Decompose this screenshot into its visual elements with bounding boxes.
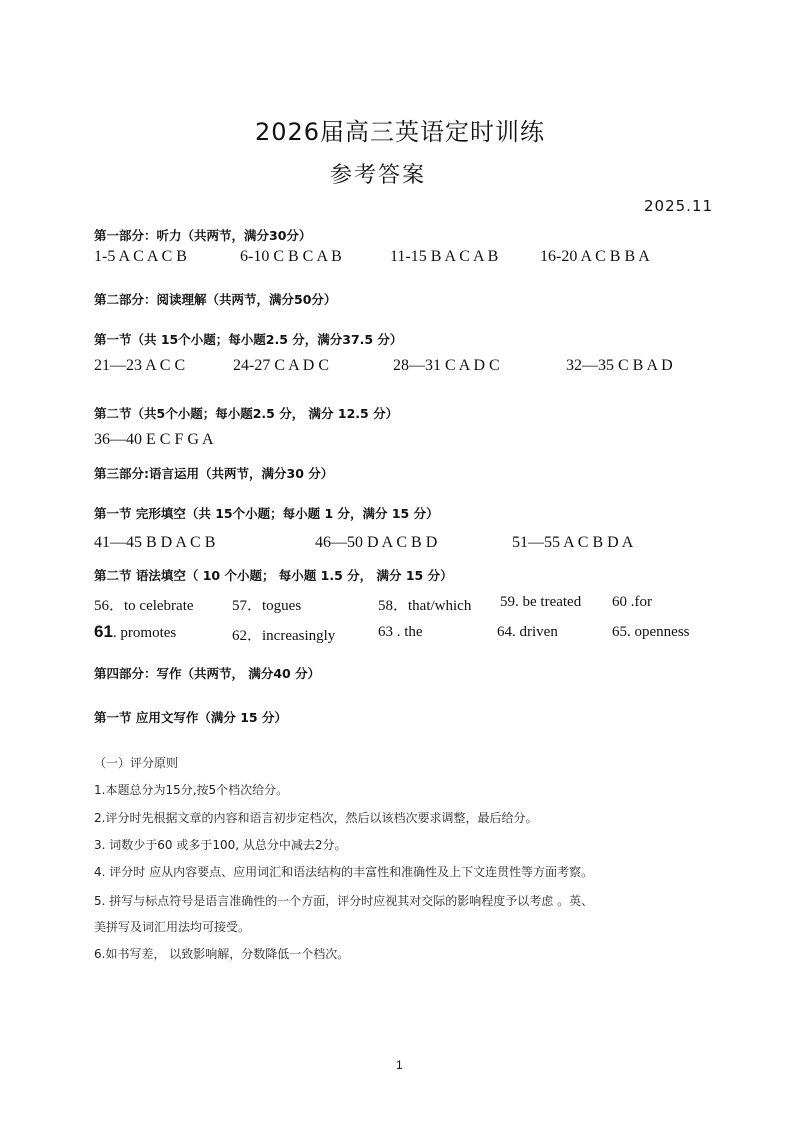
part2-section1-heading: 第一节（共 15个小题；每小题2.5 分，满分37.5 分） (94, 332, 403, 347)
rule-item: 美拼写及词汇用法均可接受。 (94, 920, 251, 934)
grammar-answer: 56．to celebrate (94, 598, 194, 614)
date-label: 2025.11 (644, 197, 714, 215)
part4-heading: 第四部分：写作（共两节， 满分40 分） (94, 666, 321, 681)
part3-section2-heading: 第二节 语法填空（ 10 个小题； 每小题 1.5 分， 满分 15 分） (94, 568, 453, 583)
part4-section1-heading: 第一节 应用文写作（满分 15 分） (94, 710, 287, 725)
answer-group: 36—40 E C F G A (94, 431, 214, 448)
rule-item: 5. 拼写与标点符号是语言准确性的一个方面，评分时应视其对交际的影响程度予以考虑 。英、 (94, 894, 594, 908)
part3-heading: 第三部分:语言运用（共两节，满分30 分） (94, 466, 334, 481)
answer-group: 1-5 A C A C B (94, 248, 187, 265)
answer-group: 11-15 B A C A B (390, 248, 499, 265)
page-subtitle: 参考答案 (329, 163, 426, 188)
grammar-answer: 63 . the (378, 624, 423, 640)
rule-item: 2.评分时先根据文章的内容和语言初步定档次，然后以该档次要求调整，最后给分。 (94, 811, 538, 825)
grammar-answer: 58．that/which (378, 598, 472, 614)
grammar-answer: 59. be treated (500, 594, 582, 610)
answer-group: 21—23 A C C (94, 357, 186, 374)
rules-title: （一）评分原则 (94, 756, 179, 770)
part2-section2-heading: 第二节（共5个小题；每小题2.5 分， 满分 12.5 分） (94, 406, 399, 421)
answer-group: 24-27 C A D C (233, 357, 330, 374)
answer-group: 51—55 A C B D A (512, 534, 634, 551)
rule-item: 1.本题总分为15分,按5个档次给分。 (94, 783, 289, 797)
page-number: 1 (396, 1058, 403, 1072)
grammar-answer: 60 .for (612, 594, 652, 610)
answer-group: 16-20 A C B B A (540, 248, 650, 265)
grammar-answer: 62．increasingly (232, 628, 336, 644)
answer-group: 32—35 C B A D (566, 357, 673, 374)
answer-group: 28—31 C A D C (393, 357, 500, 374)
grammar-number: 61 (94, 622, 113, 641)
grammar-answer: 65. openness (612, 624, 690, 640)
part2-heading: 第二部分：阅读理解（共两节，满分50分） (94, 292, 337, 307)
grammar-answer: 57．togues (232, 598, 302, 614)
grammar-answer: 64. driven (497, 624, 558, 640)
part3-section1-heading: 第一节 完形填空（共 15个小题；每小题 1 分，满分 15 分） (94, 506, 439, 521)
rule-item: 3. 词数少于60 或多于100, 从总分中减去2分。 (94, 838, 347, 852)
answer-group: 41—45 B D A C B (94, 534, 216, 551)
rule-item: 4. 评分时 应从内容要点、应用词汇和语法结构的丰富性和准确性及上下文连贯性等方面考察。 (94, 865, 594, 879)
page-title: 2026届高三英语定时训练 (254, 118, 546, 146)
part1-heading: 第一部分：听力（共两节，满分30分） (94, 228, 312, 243)
rule-item: 6.如书写差， 以致影响解，分数降低一个档次。 (94, 947, 350, 961)
grammar-answer (94, 622, 176, 642)
grammar-text: . promotes (112, 625, 177, 641)
answer-group: 6-10 C B C A B (240, 248, 342, 265)
answer-group: 46—50 D A C B D (315, 534, 438, 551)
